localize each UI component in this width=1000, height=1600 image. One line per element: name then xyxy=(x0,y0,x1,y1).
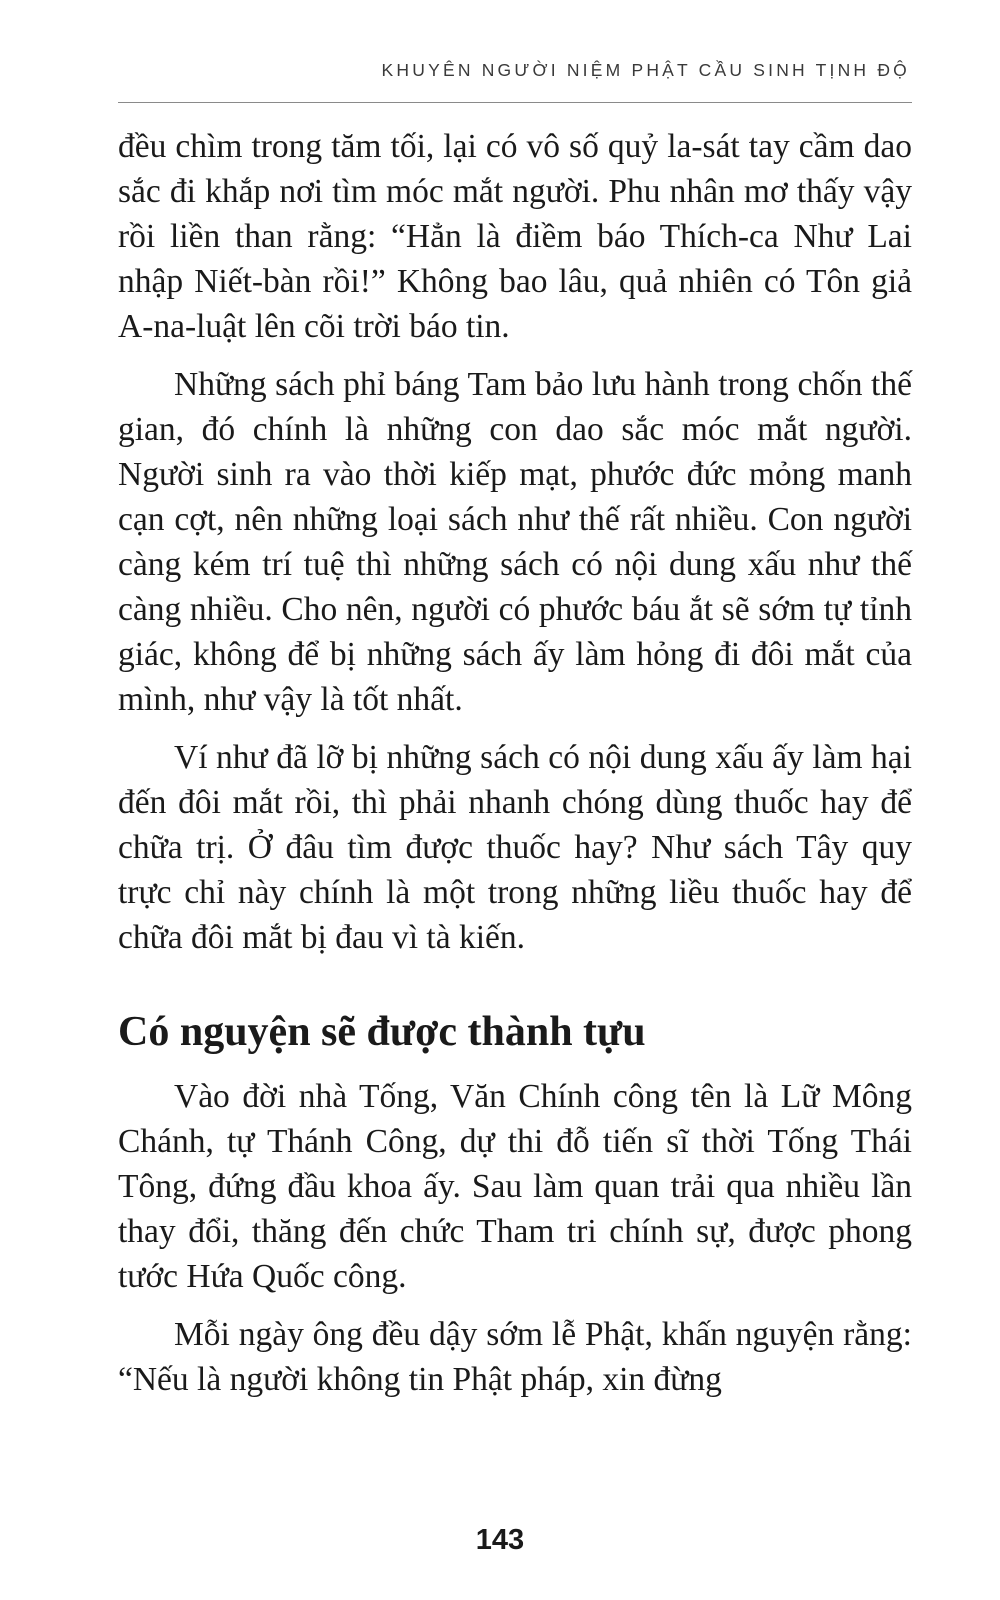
paragraph: Mỗi ngày ông đều dậy sớm lễ Phật, khấn nguyện rằng: “Nếu là người không tin Phật pháp, xin đừng xyxy=(118,1316,912,1398)
running-header: KHUYÊN NGƯỜI NIỆM PHẬT CẦU SINH TỊNH ĐỘ xyxy=(381,60,910,80)
header-rule xyxy=(118,102,912,103)
page-content xyxy=(118,124,912,1415)
paragraph: Ví như đã lỡ bị những sách có nội dung xấu ấy làm hại đến đôi mắt rồi, thì phải nhanh chóng dùng thuốc hay để chữa trị. Ở đâu tìm được thuốc hay? Như sách Tây quy trực chỉ này chính là một trong những liều thuốc hay để chữa đôi mắt bị đau vì tà kiến. xyxy=(118,739,912,956)
paragraph: Những sách phỉ báng Tam bảo lưu hành trong chốn thế gian, đó chính là những con dao sắc móc mắt người. Người sinh ra vào thời kiếp mạt, phước đức mỏng manh cạn cợt, nên những loại sách như thế rất nhiều. Con người càng kém trí tuệ thì những sách có nội dung xấu như thế càng nhiều. Cho nên, người có phước báu ắt sẽ sớm tự tỉnh giác, không để bị những sách ấy làm hỏng đi đôi mắt của mình, như vậy là tốt nhất. xyxy=(118,366,912,718)
paragraph: Vào đời nhà Tống, Văn Chính công tên là Lữ Mông Chánh, tự Thánh Công, dự thi đỗ tiến sĩ thời Tống Thái Tông, đứng đầu khoa ấy. Sau làm quan trải qua nhiều lần thay đổi, thăng đến chức Tham tri chính sự, được phong tước Hứa Quốc công. xyxy=(118,1078,912,1295)
page-number: 143 xyxy=(475,1524,525,1556)
paragraph-continued: đều chìm trong tăm tối, lại có vô số quỷ la-sát tay cầm dao sắc đi khắp nơi tìm móc mắt người. Phu nhân mơ thấy vậy rồi liền than rằng: “Hẳn là điềm báo Thích-ca Như Lai nhập Niết-bàn rồi!” Không bao lâu, quả nhiên có Tôn giả A-na-luật lên cõi trời báo tin. xyxy=(118,128,912,345)
section-heading: Có nguyện sẽ được thành tựu xyxy=(118,1009,646,1055)
